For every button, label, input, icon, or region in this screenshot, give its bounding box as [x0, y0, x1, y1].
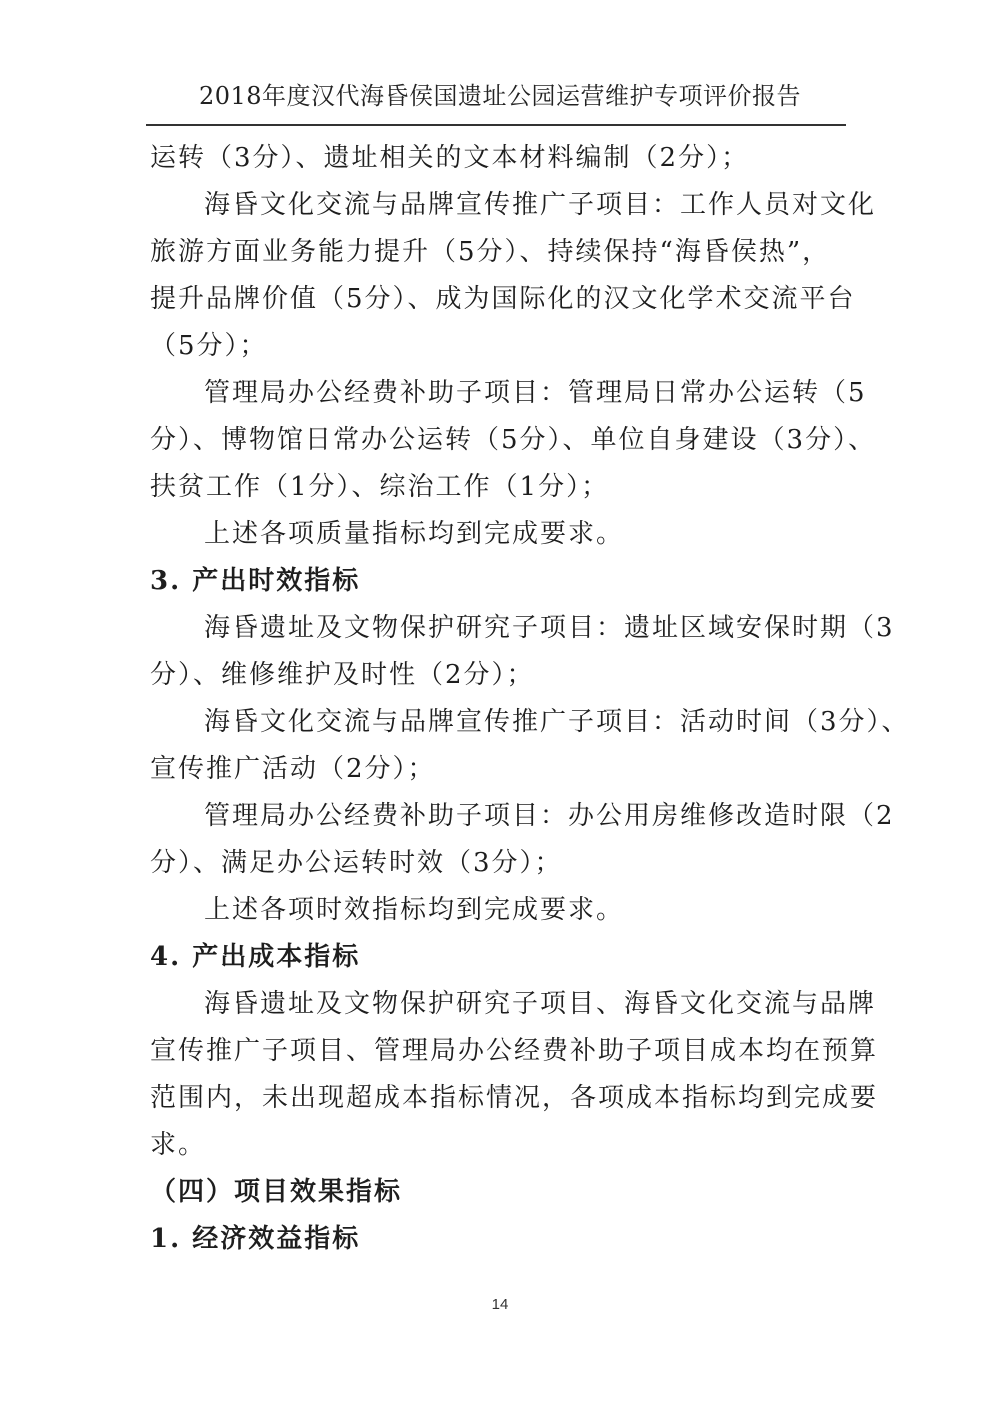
- body-line: 宣传推广子项目、管理局办公经费补助子项目成本均在预算: [150, 1036, 879, 1066]
- section-heading: 3. 产出时效指标: [150, 566, 361, 596]
- page-number: 14: [491, 1296, 509, 1313]
- body-line: 分）、维修维护及时性（2分）；: [150, 660, 535, 690]
- body-line: 海昏遗址及文物保护研究子项目：遗址区域安保时期（3: [204, 613, 895, 643]
- body-line: 管理局办公经费补助子项目：管理局日常办公运转（5: [204, 378, 867, 408]
- body-line: 运转（3分）、遗址相关的文本材料编制（2分）；: [150, 143, 750, 173]
- section-heading: 4. 产出成本指标: [150, 942, 361, 972]
- body-line: 海昏文化交流与品牌宣传推广子项目：工作人员对文化: [204, 190, 877, 220]
- body-line: 求。: [150, 1130, 207, 1160]
- header-divider: [146, 124, 846, 126]
- body-line: 宣传推广活动（2分）；: [150, 754, 436, 784]
- body-line: 上述各项时效指标均到完成要求。: [204, 895, 625, 925]
- body-line: 海昏文化交流与品牌宣传推广子项目：活动时间（3分）、: [204, 707, 910, 737]
- body-line: （5分）；: [150, 331, 268, 361]
- body-line: 范围内，未出现超成本指标情况，各项成本指标均到完成要: [150, 1083, 879, 1113]
- body-line: 旅游方面业务能力提升（5分）、持续保持“海昏侯热”，: [150, 237, 831, 267]
- body-line: 管理局办公经费补助子项目：办公用房维修改造时限（2: [204, 801, 895, 831]
- body-line: 提升品牌价值（5分）、成为国际化的汉文化学术交流平台: [150, 284, 856, 314]
- section-heading: 1. 经济效益指标: [150, 1224, 361, 1254]
- body-line: 分）、满足办公运转时效（3分）；: [150, 848, 563, 878]
- body-line: 海昏遗址及文物保护研究子项目、海昏文化交流与品牌: [204, 989, 877, 1019]
- report-header-title: 2018年度汉代海昏侯国遗址公园运营维护专项评价报告: [198, 82, 802, 110]
- body-line: 扶贫工作（1分）、综治工作（1分）；: [150, 472, 610, 502]
- section-heading: （四）项目效果指标: [150, 1177, 403, 1207]
- body-line: 上述各项质量指标均到完成要求。: [204, 519, 625, 549]
- body-line: 分）、博物馆日常办公运转（5分）、单位自身建设（3分）、: [150, 425, 877, 455]
